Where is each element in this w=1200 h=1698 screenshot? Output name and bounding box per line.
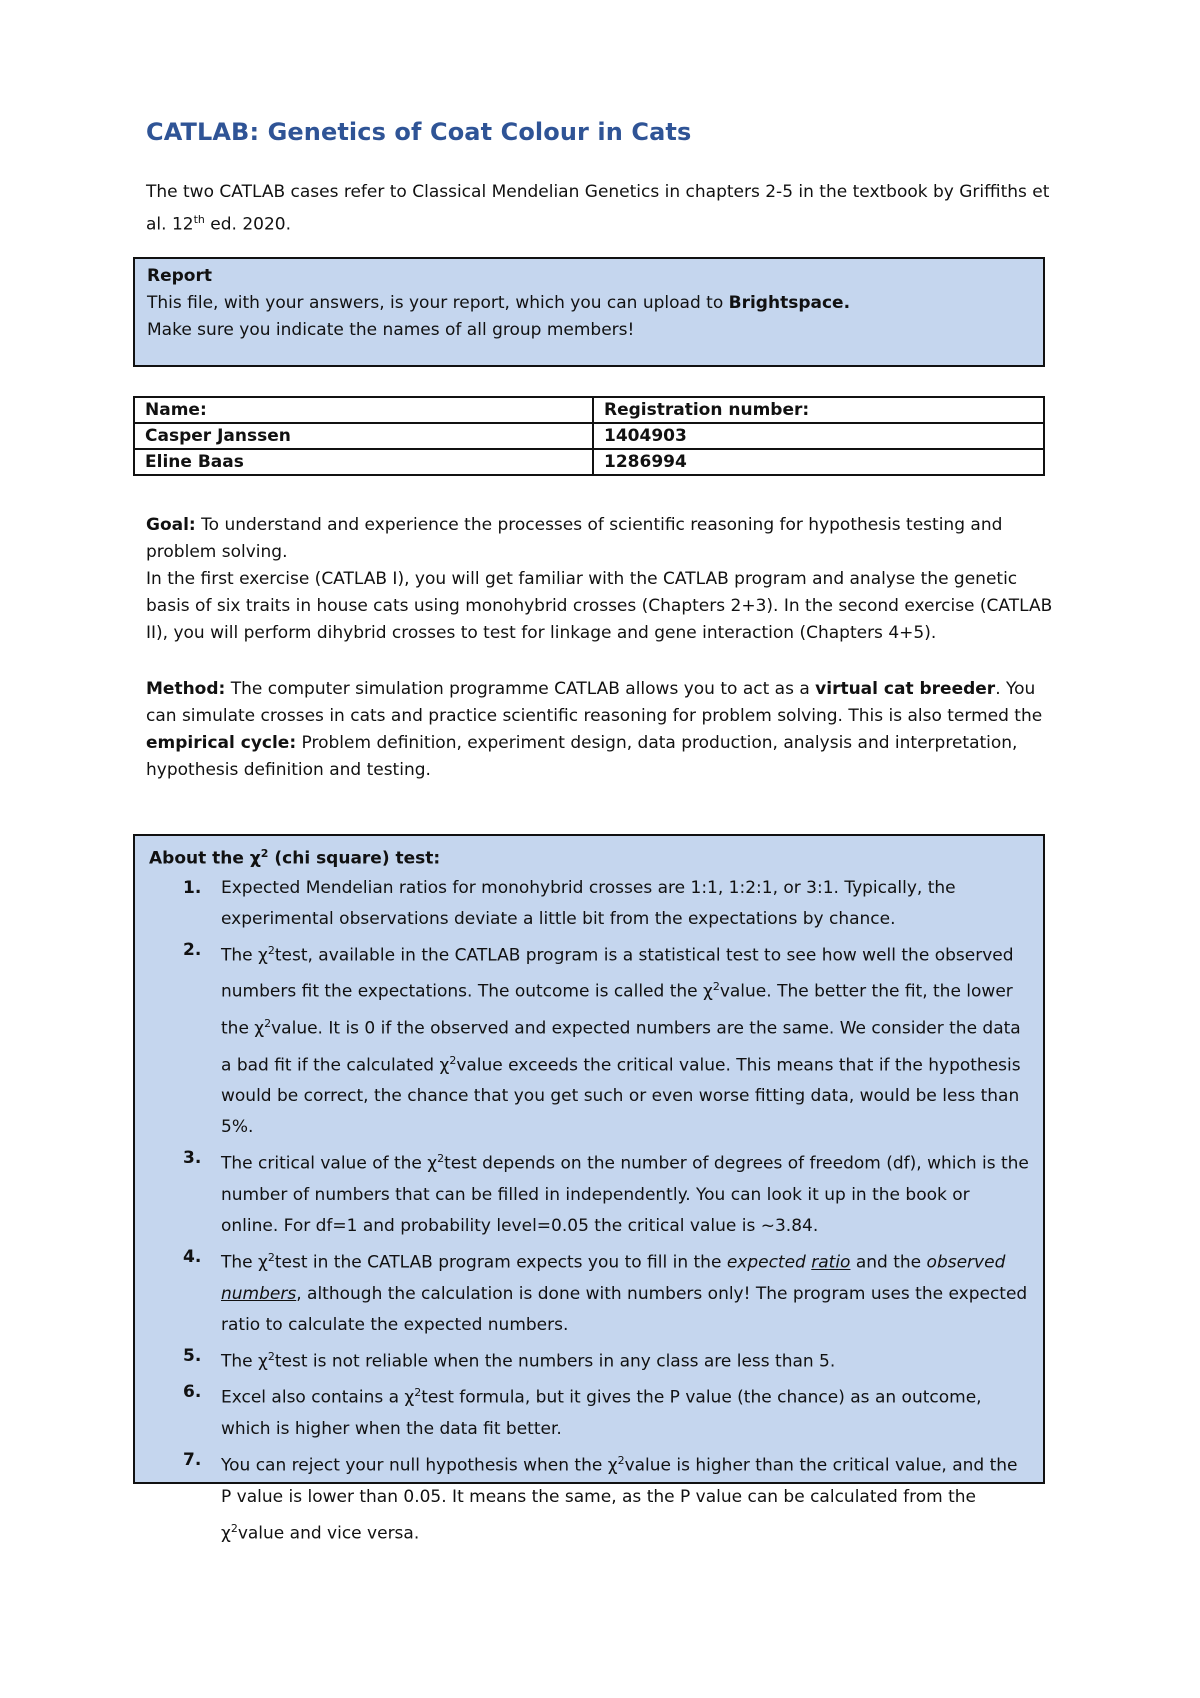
list-item: [149, 873, 1029, 935]
list-text: You can reject your null hypothesis when the χ: [221, 1455, 618, 1476]
list-text: test depends on the number of degrees of freedom (df), which is the number of numbers that can be filled in independently. You can look it up in the book or online. For df=1 and probability level=0.05 the critical value is ~3.84.: [221, 1153, 1029, 1236]
list-item: [149, 1242, 1029, 1341]
list-item: [149, 1341, 1029, 1378]
method-paragraph: [146, 676, 1066, 784]
intro-paragraph: [146, 178, 1066, 239]
table-cell-name: Eline Baas: [134, 449, 593, 475]
chi-sup: 2: [267, 1349, 275, 1363]
list-number: 2.: [183, 939, 202, 960]
italic-underlined-text: numbers: [221, 1283, 297, 1304]
method-text-1: The computer simulation programme CATLAB allows you to act as a: [225, 679, 816, 699]
report-box: [133, 257, 1045, 367]
list-text: and the: [850, 1252, 927, 1273]
names-table: [133, 396, 1045, 476]
list-text: The χ: [221, 1252, 268, 1273]
goal-text-exercises: In the first exercise (CATLAB I), you will get familiar with the CATLAB program and analyse the genetic basis of six traits in house cats using monohybrid crosses (Chapters 2+3). In the second exercise (CATLAB II), you will perform dihybrid crosses to test for linkage and gene interaction (Chapters 4+5).: [146, 569, 1053, 643]
chi-sup: 2: [267, 943, 275, 957]
chi-sup: 2: [712, 980, 720, 994]
report-heading: Report: [147, 266, 212, 286]
list-text: The χ: [221, 1351, 268, 1372]
intro-text-end: ed. 2020.: [204, 214, 292, 235]
table-header-registration: Registration number:: [593, 397, 1044, 423]
report-line-2: Make sure you indicate the names of all group members!: [147, 320, 635, 340]
list-text: value. It is 0 if the observed and expected numbers are the same. We consider the data a bad fit if the calculated χ: [221, 1018, 1021, 1076]
chi-sup: 2: [449, 1053, 457, 1067]
goal-paragraph: [146, 512, 1066, 647]
chi-square-heading: [149, 840, 1029, 873]
list-text: test is not reliable when the numbers in any class are less than 5.: [274, 1351, 836, 1372]
method-label: Method:: [146, 679, 226, 699]
list-text: test, available in the CATLAB program is a statistical test to see how well the observed numbers fit the expectations. The outcome is called the χ: [221, 945, 1014, 1002]
chi-heading-text: About the χ: [149, 848, 261, 869]
chi-sup: 2: [437, 1152, 445, 1166]
chi-sup: 2: [617, 1453, 625, 1467]
goal-label: Goal:: [146, 515, 196, 535]
chi-square-list: [149, 873, 1029, 1550]
list-text: value is higher than the critical value, and the P value is lower than 0.05. It means the same, as the P value can be calculated from the χ: [221, 1455, 1018, 1544]
italic-text: expected: [726, 1252, 812, 1273]
list-text: value exceeds the critical value. This means that if the hypothesis would be correct, the chance that you get such or even worse fitting data, would be less than 5%.: [221, 1055, 1021, 1138]
table-cell-name: Casper Janssen: [134, 423, 593, 449]
method-text-2: . You can simulate crosses in cats and practice scientific reasoning for problem solving. This is also termed the: [146, 679, 1043, 726]
table-cell-registration: 1404903: [593, 423, 1044, 449]
italic-text: observed: [926, 1252, 1006, 1273]
list-text: Expected Mendelian ratios for monohybrid crosses are 1:1, 1:2:1, or 3:1. Typically, the experimental observations deviate a little bit from the expectations by chance.: [221, 877, 956, 929]
table-row: [134, 449, 1044, 475]
list-item: [149, 935, 1029, 1144]
brightspace-label: Brightspace.: [728, 293, 851, 313]
list-text: , although the calculation is done with numbers only! The program uses the expected ratio to calculate the expected numbers.: [221, 1283, 1028, 1335]
method-bold-1: virtual cat breeder: [815, 679, 996, 699]
report-line-1-text: This file, with your answers, is your report, which you can upload to: [147, 293, 729, 313]
list-number: 4.: [183, 1246, 202, 1267]
list-text: test formula, but it gives the P value (the chance) as an outcome, which is higher when the data fit better.: [221, 1387, 982, 1439]
method-text-3: Problem definition, experiment design, data production, analysis and interpretation, hypothesis definition and testing.: [146, 733, 1018, 780]
chi-sup: 2: [414, 1386, 422, 1400]
goal-text: To understand and experience the processes of scientific reasoning for hypothesis testing and problem solving.: [146, 515, 1003, 562]
chi-sup: 2: [264, 1016, 272, 1030]
table-header-row: [134, 397, 1044, 423]
table-cell-registration: 1286994: [593, 449, 1044, 475]
list-number: 7.: [183, 1449, 202, 1470]
list-number: 5.: [183, 1345, 202, 1366]
chi-heading-sup: 2: [260, 847, 269, 860]
method-bold-2: empirical cycle:: [146, 733, 297, 753]
report-line-1: [147, 290, 1031, 317]
list-text: The χ: [221, 945, 268, 966]
list-text: value and vice versa.: [237, 1523, 420, 1544]
list-number: 6.: [183, 1382, 202, 1403]
list-text: Excel also contains a χ: [221, 1387, 415, 1408]
list-item: [149, 1377, 1029, 1445]
italic-underlined-text: ratio: [811, 1252, 851, 1273]
table-header-name: Name:: [134, 397, 593, 423]
list-number: 1.: [183, 877, 202, 898]
chi-sup: 2: [230, 1521, 238, 1535]
intro-superscript: th: [193, 213, 205, 226]
table-row: [134, 423, 1044, 449]
list-item: [149, 1445, 1029, 1549]
list-text: The critical value of the χ: [221, 1153, 438, 1174]
list-text: test in the CATLAB program expects you to fill in the: [274, 1252, 727, 1273]
list-item: [149, 1143, 1029, 1242]
page-title: CATLAB: Genetics of Coat Colour in Cats: [146, 118, 692, 146]
list-text: value. The better the fit, the lower the χ: [221, 981, 1013, 1039]
intro-text: The two CATLAB cases refer to Classical Mendelian Genetics in chapters 2-5 in the textbook by Griffiths et al. 12: [146, 182, 1050, 235]
chi-heading-text-end: (chi square) test:: [268, 848, 441, 869]
list-number: 3.: [183, 1148, 202, 1169]
chi-sup: 2: [267, 1250, 275, 1264]
